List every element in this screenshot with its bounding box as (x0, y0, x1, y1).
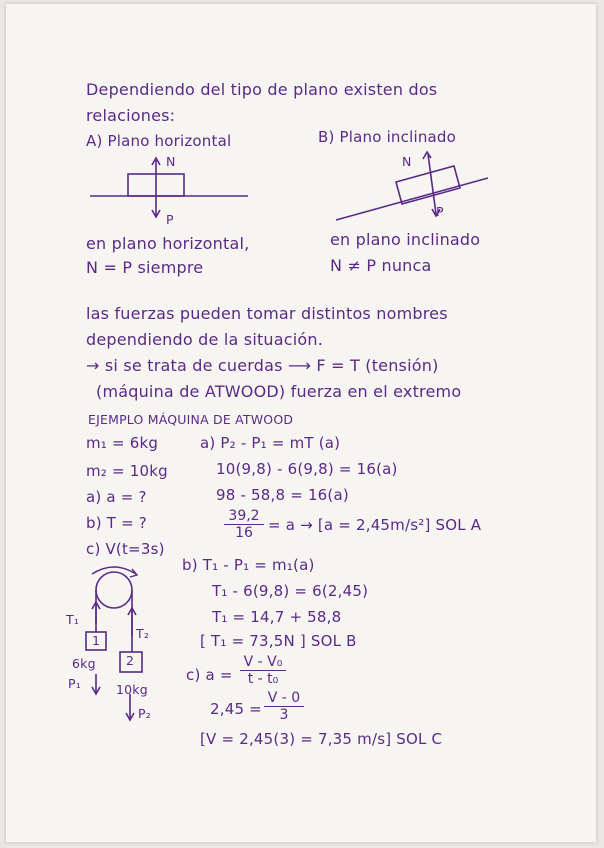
label-normal-a: N (166, 154, 176, 169)
plane-a-title: A) Plano horizontal (86, 132, 232, 150)
part-b-line-1: b) T₁ - P₁ = m₁(a) (182, 556, 315, 574)
given-m1: m₁ = 6kg (86, 434, 159, 452)
atwood-machine-diagram (62, 566, 182, 726)
part-c-fraction-2 (264, 690, 304, 723)
part-c-fraction-1-den: t - t₀ (247, 671, 279, 687)
plane-b-title: B) Plano inclinado (318, 128, 457, 146)
forces-line-3: → si se trata de cuerdas ⟶ F = T (tensión) (86, 356, 439, 375)
plane-a-note-1: en plano horizontal, (86, 234, 250, 253)
label-weight-a: P (166, 212, 174, 227)
given-b: b) T = ? (86, 514, 147, 532)
intro-line-1: Dependiendo del tipo de plano existen dos (86, 80, 438, 99)
part-c-fraction-2-num: V - 0 (264, 690, 304, 707)
plane-b-note-2: N ≠ P nunca (330, 256, 432, 275)
intro-line-2: relaciones: (86, 106, 176, 125)
example-title: EJEMPLO MÁQUINA DE ATWOOD (88, 412, 294, 427)
label-t2: T₂ (136, 626, 150, 641)
part-c-fraction-1 (240, 654, 286, 687)
given-m2: m₂ = 10kg (86, 462, 168, 480)
part-a-line-2: 10(9,8) - 6(9,8) = 16(a) (216, 460, 398, 478)
plane-a-note-2: N = P siempre (86, 258, 204, 277)
block-2-label: 2 (126, 653, 135, 668)
part-c-fraction-1-num: V - V₀ (240, 654, 286, 671)
label-normal-b: N (402, 154, 412, 169)
part-a-fraction (224, 508, 264, 541)
part-b-line-3: T₁ = 14,7 + 58,8 (212, 608, 342, 626)
part-b-result: [ T₁ = 73,5N ] SOL B (200, 632, 357, 650)
forces-line-4: (máquina de ATWOOD) fuerza en el extremo (96, 382, 462, 401)
part-c-result: [V = 2,45(3) = 7,35 m/s] SOL C (200, 730, 443, 748)
forces-line-2: dependiendo de la situación. (86, 330, 324, 349)
inclined-plane-diagram (336, 148, 496, 228)
part-b-line-2: T₁ - 6(9,8) = 6(2,45) (212, 582, 369, 600)
block-1-label: 1 (92, 633, 101, 648)
part-a-result: = a → [a = 2,45m/s²] SOL A (268, 516, 482, 534)
part-a-numerator: 39,2 (224, 508, 264, 525)
weight-1-label: P₁ (68, 676, 81, 691)
part-c-substitution-left: 2,45 = (210, 700, 262, 718)
plane-b-note-1: en plano inclinado (330, 230, 481, 249)
given-c: c) V(t=3s) (86, 540, 165, 558)
part-c-formula-label: c) a = (186, 666, 233, 684)
label-weight-b: P (436, 204, 444, 219)
mass-1-label: 6kg (72, 656, 96, 671)
weight-2-label: P₂ (138, 706, 151, 721)
given-a: a) a = ? (86, 488, 147, 506)
forces-line-1: las fuerzas pueden tomar distintos nombres (86, 304, 448, 323)
part-a-denominator: 16 (235, 525, 253, 541)
part-c-fraction-2-den: 3 (279, 707, 289, 723)
label-t1: T₁ (66, 612, 80, 627)
part-a-line-3: 98 - 58,8 = 16(a) (216, 486, 349, 504)
part-a-line-1: a) P₂ - P₁ = mT (a) (200, 434, 341, 452)
mass-2-label: 10kg (116, 682, 148, 697)
